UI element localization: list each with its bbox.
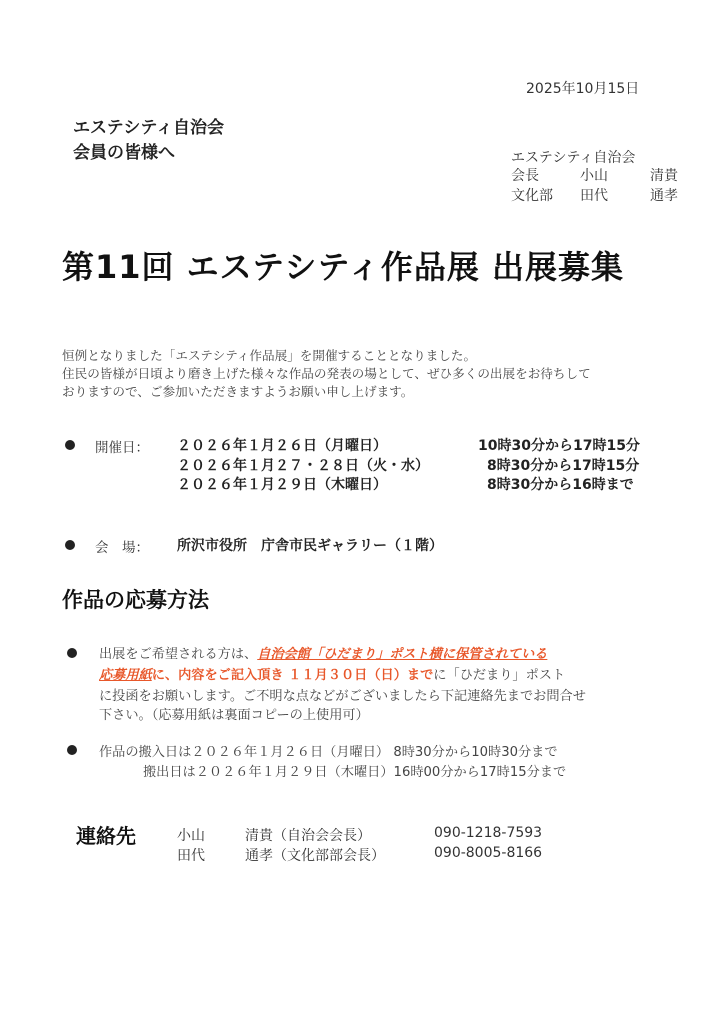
event-date: ２０２６年１月２９日（木曜日） <box>177 477 387 493</box>
event-date: ２０２６年１月２７・２８日（火・水） <box>177 458 429 474</box>
intro-line: 住民の皆様が日頃より磨き上げた様々な作品の発表の場として、ぜひ多くの出展をお待ちして <box>62 366 591 381</box>
application-heading: 作品の応募方法 <box>62 588 209 612</box>
delivery-line: 作品の搬入日は２０２６年１月２６日（月曜日） 8時30分から10時30分まで <box>99 745 558 760</box>
contact-given: 清貴（自治会会長） <box>245 828 371 844</box>
contact-heading: 連絡先 <box>76 824 136 848</box>
sender-role: 会長 <box>511 168 539 184</box>
event-date: ２０２６年１月２６日（月曜日） <box>177 438 387 454</box>
sender-role: 文化部 <box>511 188 553 204</box>
bullet-icon <box>65 540 75 550</box>
event-time: 8時30分から16時まで <box>487 477 634 493</box>
contact-surname: 小山 <box>177 828 205 844</box>
intro-line: 恒例となりました「エステシティ作品展」を開催することとなりました。 <box>62 348 477 363</box>
contact-given: 通孝（文化部部会長） <box>245 848 385 864</box>
event-time: 8時30分から17時15分 <box>487 458 640 474</box>
event-time: 10時30分から17時15分 <box>478 438 640 454</box>
venue: 所沢市役所 庁舎市民ギャラリー（１階） <box>177 538 443 554</box>
dates-label: 開催日： <box>95 440 149 456</box>
sender-given: 通孝 <box>650 188 678 204</box>
document-date: 2025年10月15日 <box>526 81 640 97</box>
sender-surname: 田代 <box>580 188 608 204</box>
application-line <box>99 664 565 683</box>
venue-label: 会 場： <box>95 540 149 556</box>
contact-surname: 田代 <box>177 848 205 864</box>
application-text: 出展をご希望される方は、 <box>99 647 258 662</box>
sender-given: 清貴 <box>650 168 678 184</box>
sender-surname: 小山 <box>580 168 608 184</box>
pickup-line: 搬出日は２０２６年１月２９日（木曜日）16時00分から17時15分まで <box>143 765 567 780</box>
sender-org: エステシティ自治会 <box>511 150 636 166</box>
application-line: 下さい。（応募用紙は裏面コピーの上使用可） <box>99 708 369 723</box>
application-text: に「ひだまり」ポスト <box>433 668 566 683</box>
bullet-icon <box>67 648 77 658</box>
bullet-icon <box>67 745 77 755</box>
intro-line: おりますので、ご参加いただきますようお願い申し上げます。 <box>62 384 414 399</box>
application-line <box>99 643 547 662</box>
application-line: に投函をお願いします。ご不明な点などがございましたら下記連絡先までお問合せ <box>99 689 586 704</box>
recipient-line: 会員の皆様へ <box>73 143 175 163</box>
page-title: 第11回 エステシティ作品展 出展募集 <box>62 248 624 286</box>
application-highlight: 自治会館「ひだまり」ポスト横に保管されている <box>257 647 548 662</box>
contact-phone: 090-8005-8166 <box>434 845 543 861</box>
recipient-org: エステシティ自治会 <box>73 118 224 138</box>
bullet-icon <box>65 440 75 450</box>
contact-phone: 090-1218-7593 <box>434 825 543 841</box>
application-highlight: 応募用紙 <box>99 668 152 683</box>
application-highlight: に、内容をご記入頂き １１月３０日（日）まで <box>151 668 434 683</box>
